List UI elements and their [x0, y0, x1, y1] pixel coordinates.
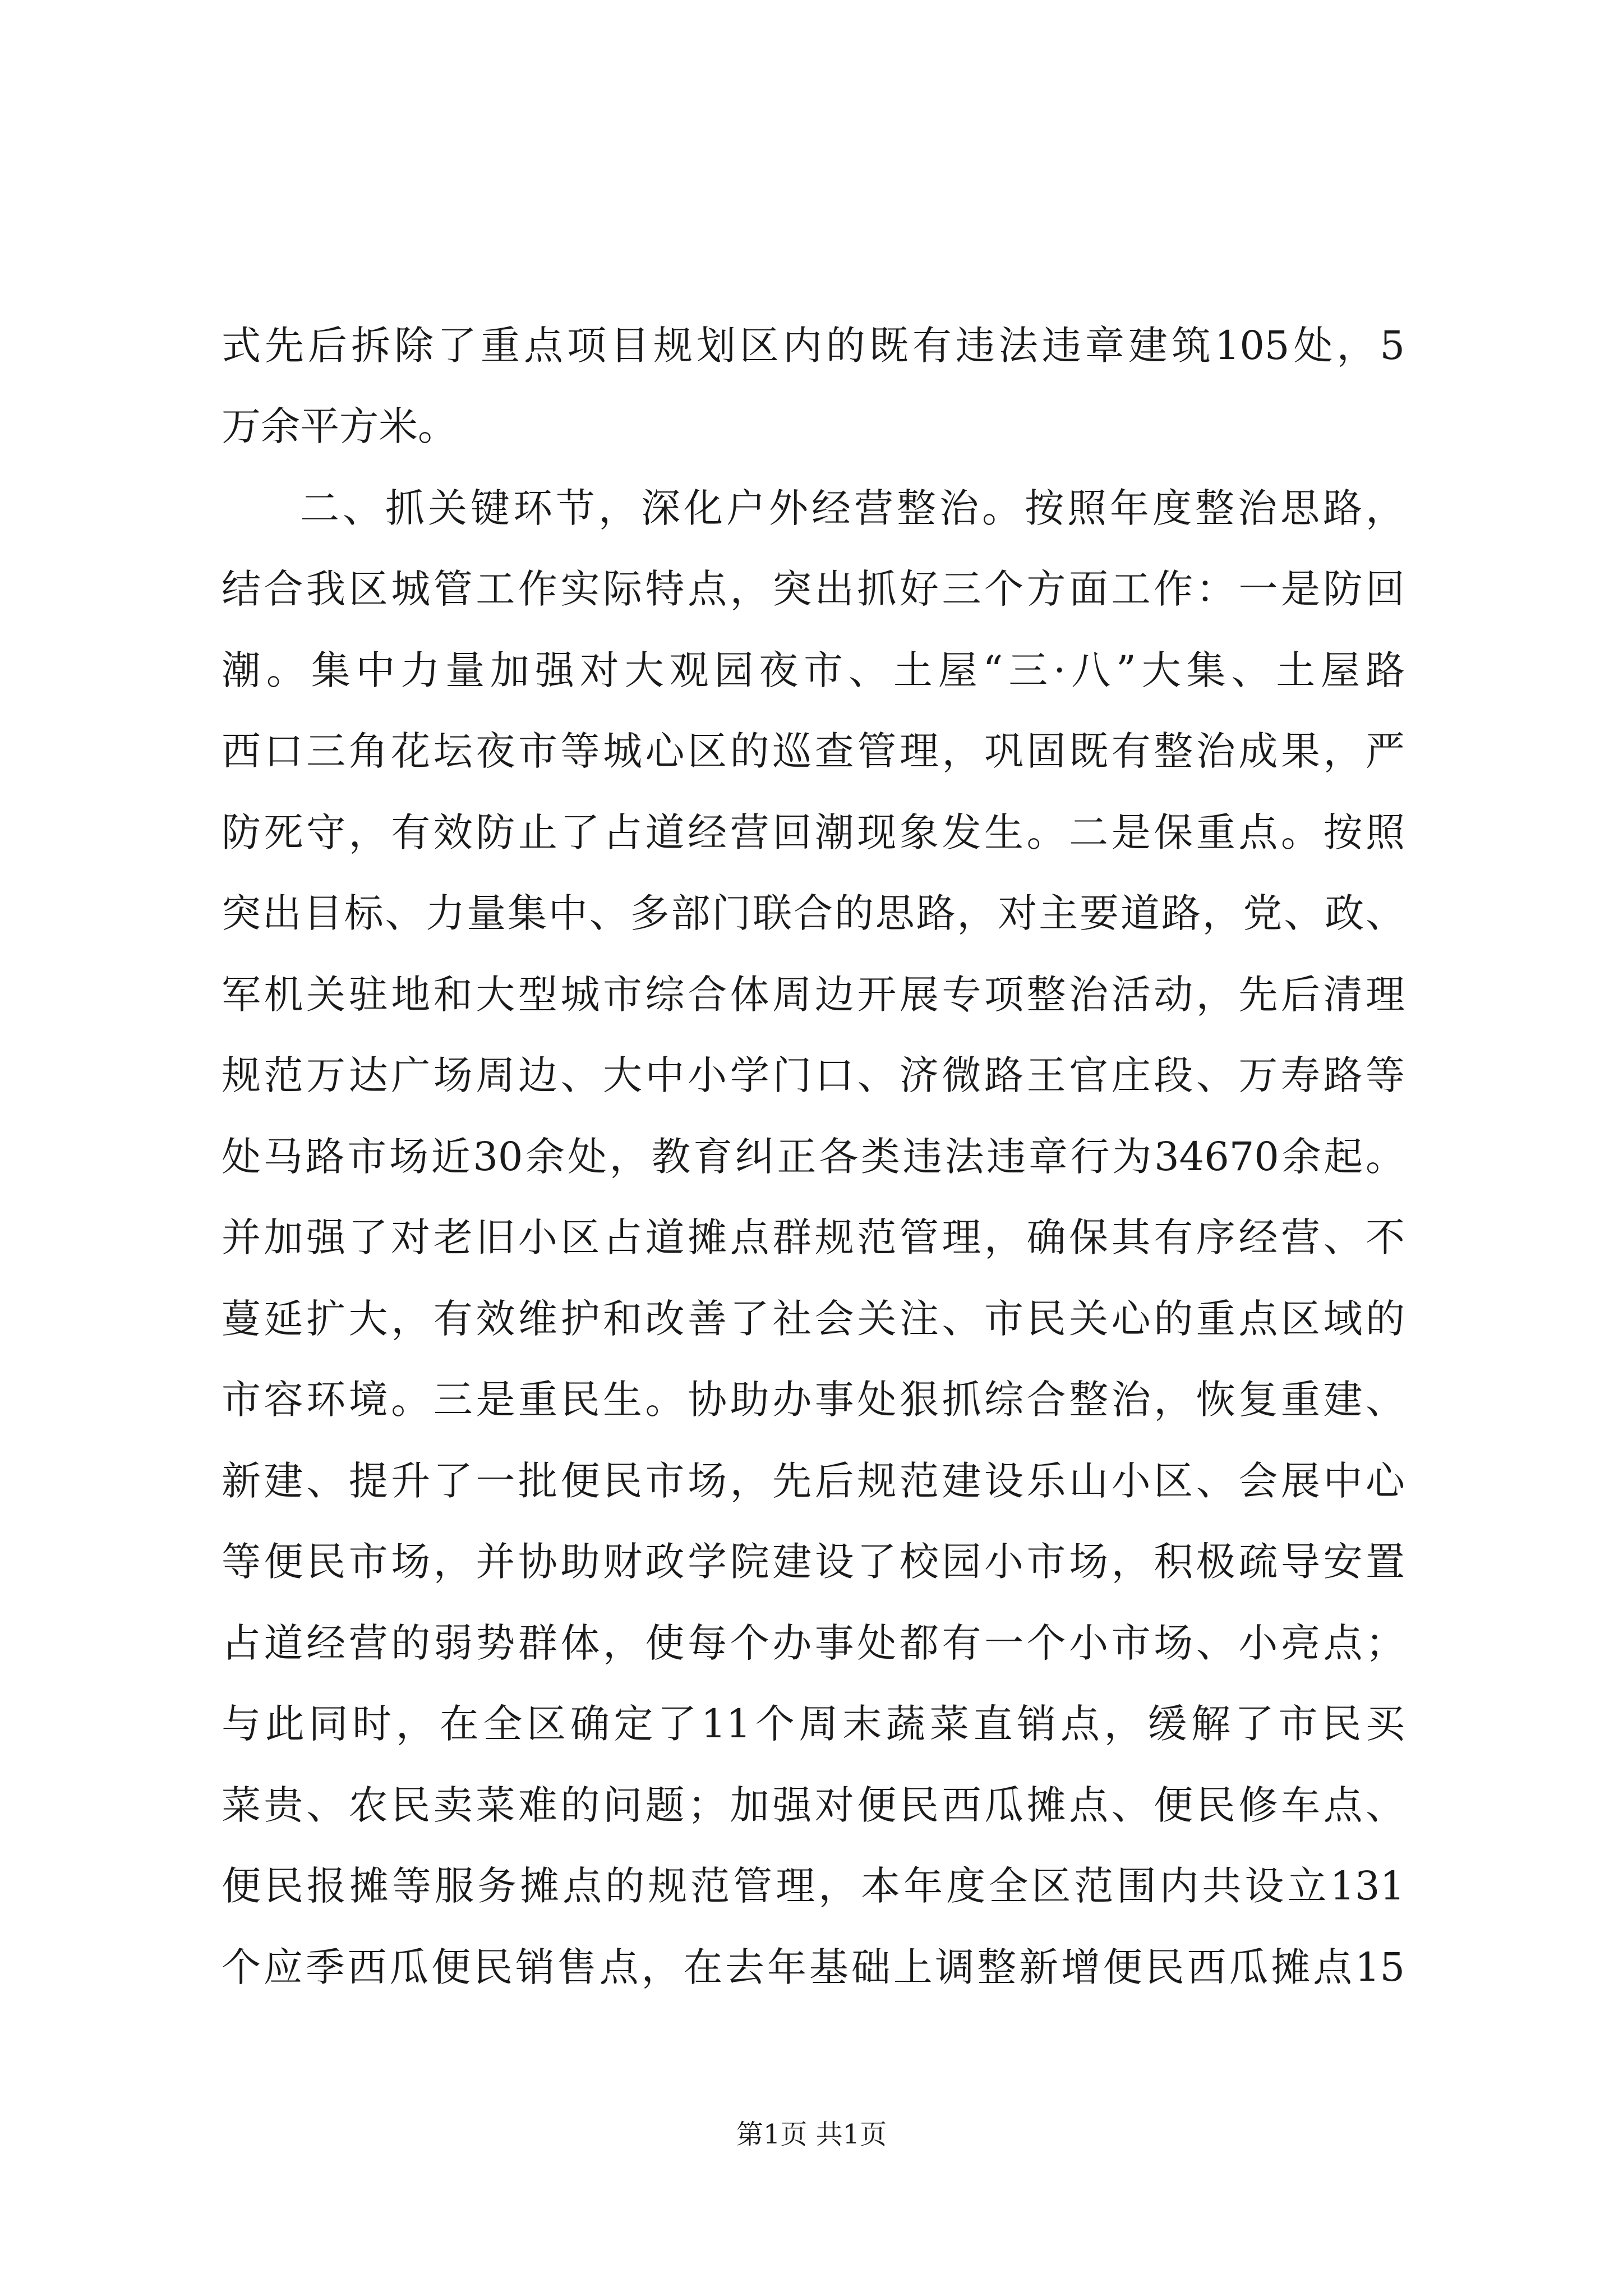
body-text-line-3: 二、抓关键环节，深化户外经营整治。按照年度整治思路， [300, 485, 1405, 531]
body-text-line-8: 突出目标、力量集中、多部门联合的思路，对主要道路，党、政、 [222, 890, 1405, 936]
body-text-line-21: 个应季西瓜便民销售点，在去年基础上调整新增便民西瓜摊点15 [222, 1944, 1405, 1990]
body-text-line-2: 万余平方米。 [222, 403, 457, 449]
body-text-line-10: 规范万达广场周边、大中小学门口、济微路王官庄段、万寿路等 [222, 1052, 1405, 1098]
page-footer: 第1页 共1页 [736, 2119, 887, 2150]
body-text-line-6: 西口三角花坛夜市等城心区的巡查管理，巩固既有整治成果，严 [222, 728, 1405, 774]
body-text-line-11: 处马路市场近30余处，教育纠正各类违法违章行为34670余起。 [222, 1134, 1405, 1180]
body-text-line-7: 防死守，有效防止了占道经营回潮现象发生。二是保重点。按照 [222, 809, 1405, 855]
body-text-line-17: 占道经营的弱势群体，使每个办事处都有一个小市场、小亮点； [222, 1620, 1405, 1666]
body-text-line-12: 并加强了对老旧小区占道摊点群规范管理，确保其有序经营、不 [222, 1214, 1405, 1260]
body-text-line-4: 结合我区城管工作实际特点，突出抓好三个方面工作：一是防回 [222, 566, 1405, 612]
body-text-line-1: 式先后拆除了重点项目规划区内的既有违法违章建筑105处，5 [222, 323, 1405, 369]
body-text-line-9: 军机关驻地和大型城市综合体周边开展专项整治活动，先后清理 [222, 972, 1405, 1018]
body-text-line-16: 等便民市场，并协助财政学院建设了校园小市场，积极疏导安置 [222, 1539, 1405, 1585]
body-text-line-13: 蔓延扩大，有效维护和改善了社会关注、市民关心的重点区域的 [222, 1296, 1405, 1342]
body-text-line-19: 菜贵、农民卖菜难的问题；加强对便民西瓜摊点、便民修车点、 [222, 1782, 1405, 1828]
body-text-line-18: 与此同时，在全区确定了11个周末蔬菜直销点，缓解了市民买 [222, 1701, 1405, 1747]
body-text-line-20: 便民报摊等服务摊点的规范管理，本年度全区范围内共设立131 [222, 1863, 1405, 1909]
body-text-line-14: 市容环境。三是重民生。协助办事处狠抓综合整治，恢复重建、 [222, 1377, 1405, 1423]
body-text-line-5: 潮。集中力量加强对大观园夜市、土屋“三·八”大集、土屋路 [222, 647, 1405, 693]
body-text-line-15: 新建、提升了一批便民市场，先后规范建设乐山小区、会展中心 [222, 1458, 1405, 1504]
